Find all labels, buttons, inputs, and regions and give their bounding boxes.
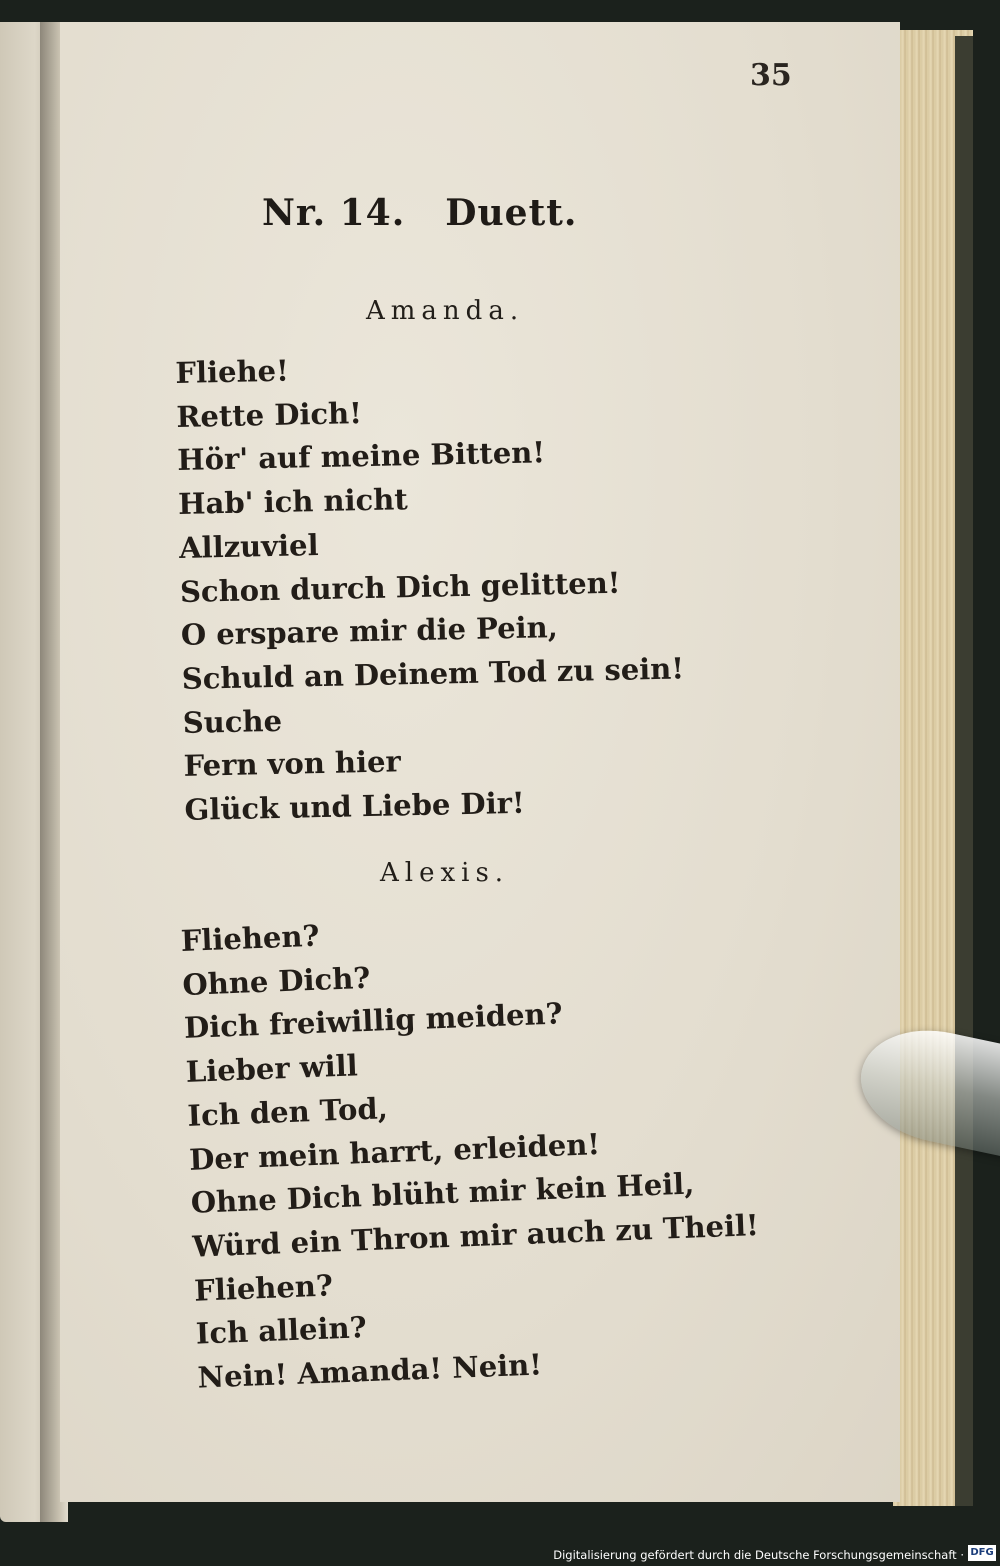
verse-line: Ohne Dich blüht mir kein Heil, — [190, 1166, 695, 1220]
verse-line: Schuld an Deinem Tod zu sein! — [181, 651, 685, 696]
verse-line: Allzuviel — [178, 527, 319, 565]
book-cover-edge — [955, 36, 973, 1506]
verse-line: Nein! Amanda! Nein! — [196, 1347, 543, 1395]
speaker-alexis: Alexis. — [380, 858, 510, 888]
page-title — [262, 192, 682, 234]
page-number: 35 — [750, 58, 792, 93]
verse-alexis — [180, 898, 765, 1400]
dfg-logo: DFG — [968, 1545, 996, 1561]
verse-line: Dich freiwillig meiden? — [183, 996, 564, 1046]
verse-line: Der mein harrt, erleiden! — [188, 1126, 601, 1177]
verse-line: Hab' ich nicht — [177, 482, 409, 522]
verse-amanda — [175, 341, 687, 832]
verse-line: Ohne Dich? — [181, 960, 371, 1002]
verse-line: Hör' auf meine Bitten! — [176, 435, 546, 478]
title-number: Nr. 14. — [262, 192, 406, 234]
verse-line: Schon durch Dich gelitten! — [179, 565, 621, 609]
verse-line: Ich den Tod, — [186, 1090, 389, 1133]
verse-line: Würd ein Thron mir auch zu Theil! — [191, 1207, 760, 1264]
verse-line: Fliehen? — [193, 1268, 334, 1308]
verse-line: Ich allein? — [195, 1310, 368, 1352]
verse-line: O erspare mir die Pein, — [180, 610, 559, 653]
verse-line: Fliehe! — [175, 353, 290, 390]
verse-line: Suche — [182, 703, 283, 740]
digitization-credit: Digitalisierung gefördert durch die Deutsche Forschungsgemeinschaft · — [553, 1548, 964, 1562]
speaker-amanda: Amanda. — [366, 296, 525, 326]
title-word: Duett. — [445, 192, 578, 234]
verse-line: Rette Dich! — [175, 395, 363, 434]
verse-line: Fliehen? — [180, 918, 321, 958]
verse-line: Lieber will — [185, 1048, 359, 1089]
verse-line: Glück und Liebe Dir! — [184, 785, 525, 827]
verse-line: Fern von hier — [183, 744, 402, 784]
